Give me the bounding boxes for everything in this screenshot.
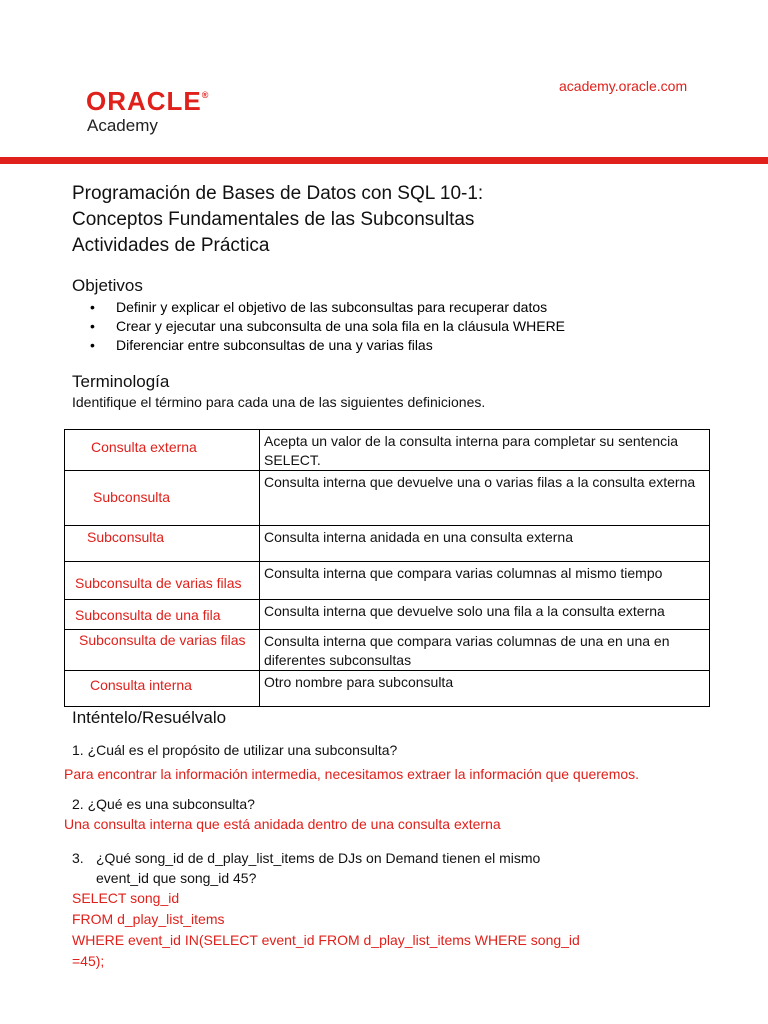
definition-cell: Acepta un valor de la consulta interna para completar su sentencia SELECT.	[260, 430, 710, 471]
objectives-list	[90, 298, 565, 355]
table-row	[65, 630, 710, 671]
answer-3-line-2: FROM d_play_list_items	[72, 911, 225, 927]
header-divider	[0, 157, 768, 164]
academy-logo-text: Academy	[87, 116, 158, 135]
table-row	[65, 671, 710, 707]
answer-3-line-4: =45);	[72, 953, 105, 969]
objectives-heading: Objetivos	[72, 276, 143, 295]
answer-1: Para encontrar la información intermedia, necesitamos extraer la información que queremos.	[64, 766, 640, 782]
objective-item: • Crear y ejecutar una subconsulta de una sola fila en la cláusula WHERE	[90, 317, 565, 336]
document-title-line-1: Programación de Bases de Datos con SQL 10-1:	[72, 183, 484, 204]
answer-2: Una consulta interna que está anidada dentro de una consulta externa	[64, 816, 501, 832]
document-title-line-2: Conceptos Fundamentales de las Subconsultas	[72, 209, 475, 230]
term-cell: Subconsulta	[65, 471, 260, 526]
definition-cell: Consulta interna que devuelve una o varias filas a la consulta externa	[260, 471, 710, 526]
term-cell: Subconsulta de varias filas	[65, 630, 260, 671]
question-2: 2. ¿Qué es una subconsulta?	[72, 796, 255, 812]
oracle-logo: ORACLE®	[86, 86, 210, 116]
definition-cell: Consulta interna que devuelve solo una fila a la consulta externa	[260, 600, 710, 630]
practice-heading: Inténtelo/Resuélvalo	[72, 708, 227, 727]
registered-mark-icon: ®	[201, 90, 210, 100]
question-1: 1. ¿Cuál es el propósito de utilizar una subconsulta?	[72, 742, 398, 758]
terminology-instructions: Identifique el término para cada una de las siguientes definiciones.	[72, 394, 486, 410]
document-title-line-3: Actividades de Práctica	[72, 235, 270, 256]
table-row	[65, 526, 710, 562]
term-cell: Consulta interna	[65, 671, 260, 707]
site-link[interactable]: academy.oracle.com	[559, 78, 688, 94]
table-row	[65, 600, 710, 630]
definition-cell: Otro nombre para subconsulta	[260, 671, 710, 707]
question-3-line-1: ¿Qué song_id de d_play_list_items de DJs on Demand tienen el mismo	[96, 850, 541, 866]
question-3-number: 3.	[72, 850, 84, 866]
question-3-line-2: event_id que song_id 45?	[96, 870, 257, 886]
term-cell: Subconsulta de varias filas	[65, 562, 260, 600]
term-cell: Subconsulta de una fila	[65, 600, 260, 630]
objective-item: • Diferenciar entre subconsultas de una y varias filas	[90, 336, 565, 355]
table-row	[65, 430, 710, 471]
terminology-table	[64, 429, 710, 707]
objective-item: • Definir y explicar el objetivo de las subconsultas para recuperar datos	[90, 298, 565, 317]
definition-cell: Consulta interna que compara varias columnas al mismo tiempo	[260, 562, 710, 600]
terminology-heading: Terminología	[72, 372, 170, 391]
definition-cell: Consulta interna anidada en una consulta externa	[260, 526, 710, 562]
term-cell: Subconsulta	[65, 526, 260, 562]
answer-3-line-3: WHERE event_id IN(SELECT event_id FROM d_play_list_items WHERE song_id	[72, 932, 580, 948]
answer-3-line-1: SELECT song_id	[72, 890, 180, 906]
term-cell: Consulta externa	[65, 430, 260, 471]
definition-cell: Consulta interna que compara varias columnas de una en una en diferentes subconsultas	[260, 630, 710, 671]
table-row	[65, 562, 710, 600]
table-row	[65, 471, 710, 526]
